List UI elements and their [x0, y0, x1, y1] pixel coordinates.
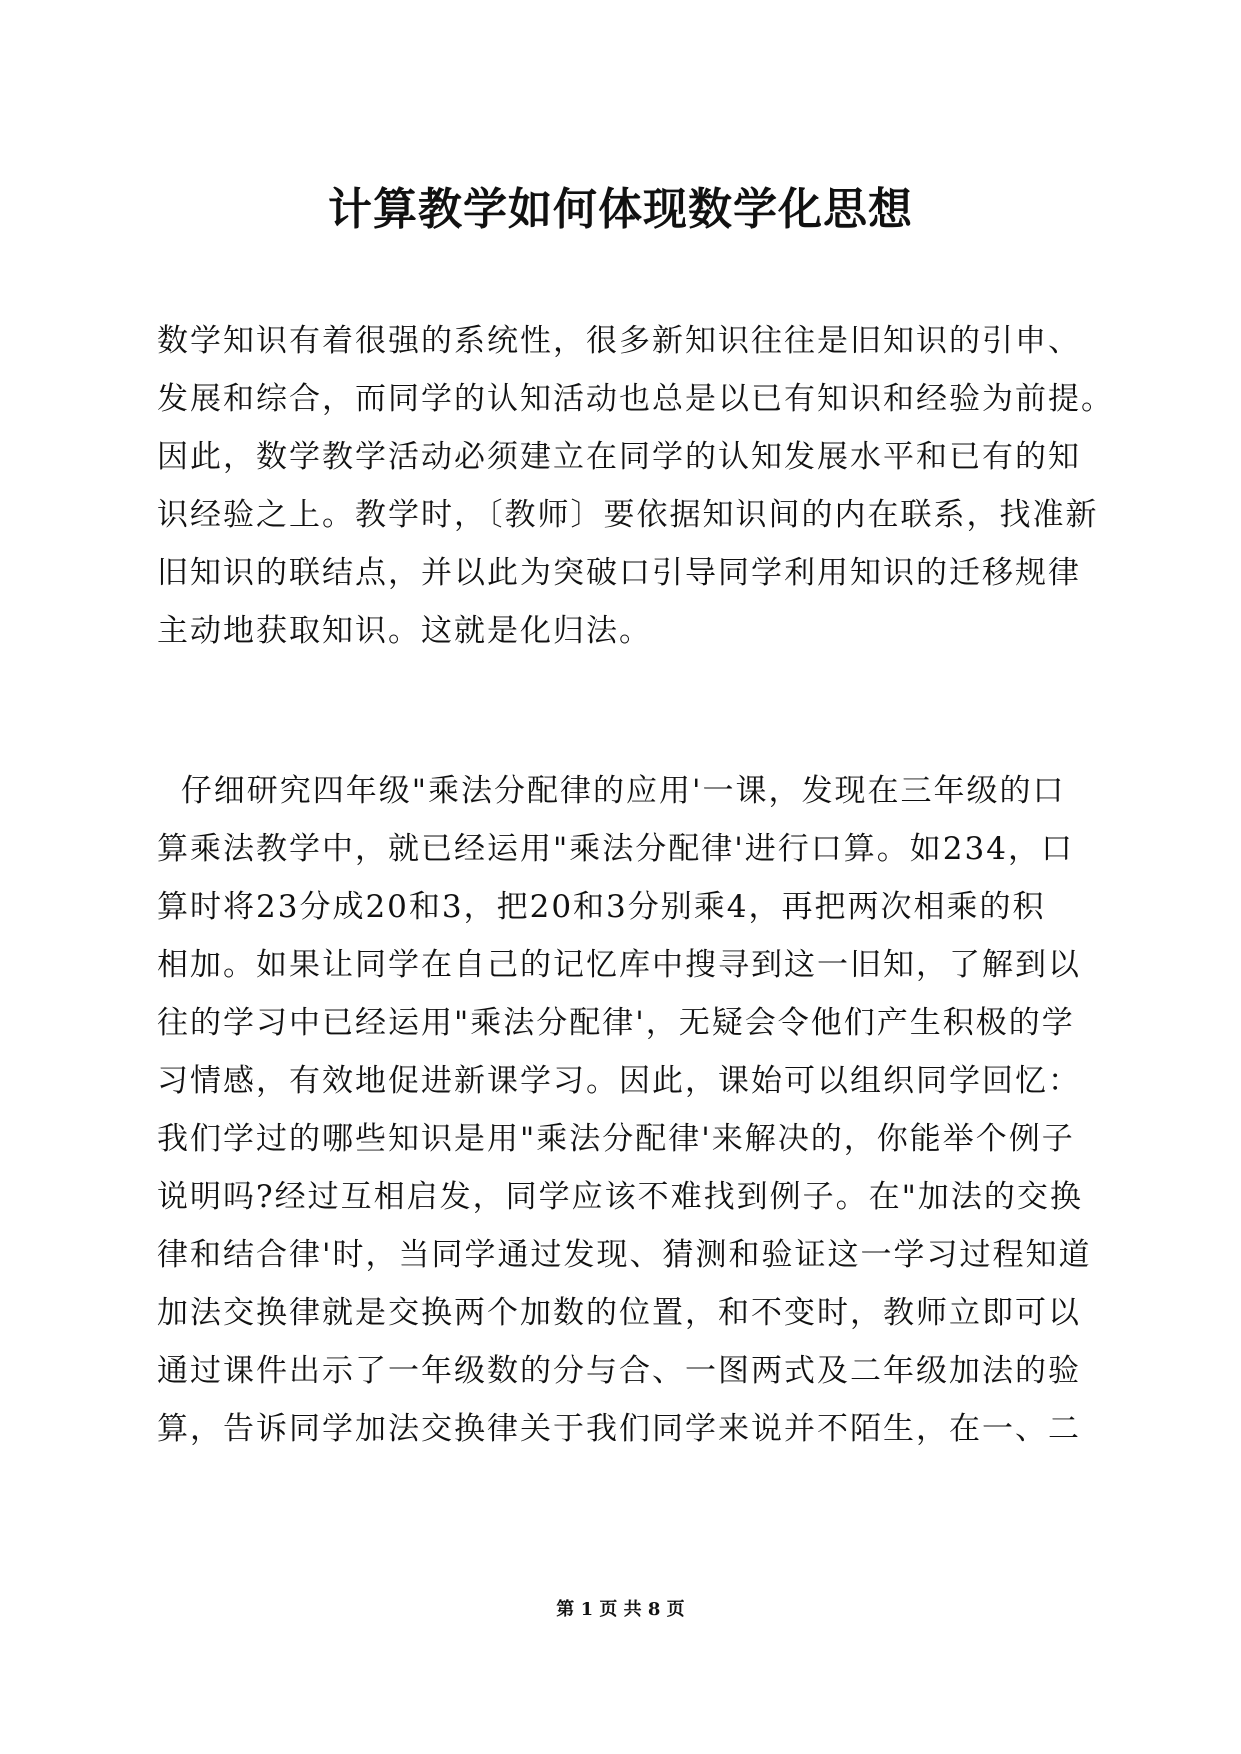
paragraph-1	[157, 312, 1114, 660]
page-footer: 第 1 页 共 8 页	[556, 1599, 685, 1620]
paragraph-line: 识经验之上。教学时，〔教师〕要依据知识间的内在联系，找准新	[157, 497, 1099, 533]
paragraph-line: 主动地获取知识。这就是化归法。	[157, 613, 652, 649]
paragraph-line: 往的学习中已经运用"乘法分配律'，无疑会令他们产生积极的学	[157, 1005, 1075, 1041]
paragraph-line: 说明吗?经过互相启发，同学应该不难找到例子。在"加法的交换	[157, 1179, 1083, 1215]
paragraph-line: 我们学过的哪些知识是用"乘法分配律'来解决的，你能举个例子	[157, 1121, 1075, 1157]
paragraph-line: 仔细研究四年级"乘法分配律的应用'一课，发现在三年级的口	[157, 773, 1066, 809]
paragraph-line: 旧知识的联结点，并以此为突破口引导同学利用知识的迁移规律	[157, 555, 1081, 591]
paragraph-line: 数学知识有着很强的系统性，很多新知识往往是旧知识的引申、	[157, 323, 1081, 359]
paragraph-line: 加法交换律就是交换两个加数的位置，和不变时，教师立即可以	[157, 1295, 1081, 1331]
paragraph-line: 算乘法教学中，就已经运用"乘法分配律'进行口算。如234，口	[157, 831, 1074, 867]
paragraph-line: 算时将23分成20和3，把20和3分别乘4，再把两次相乘的积	[157, 889, 1046, 925]
paragraph-2	[157, 762, 1097, 1458]
paragraph-line: 因此，数学教学活动必须建立在同学的认知发展水平和已有的知	[157, 439, 1081, 475]
paragraph-line: 通过课件出示了一年级数的分与合、一图两式及二年级加法的验	[157, 1353, 1081, 1389]
paragraph-line: 相加。如果让同学在自己的记忆库中搜寻到这一旧知，了解到以	[157, 947, 1081, 983]
document-title: 计算教学如何体现数学化思想	[328, 184, 913, 235]
paragraph-line: 律和结合律'时，当同学通过发现、猜测和验证这一学习过程知道	[157, 1237, 1092, 1273]
paragraph-line: 算，告诉同学加法交换律关于我们同学来说并不陌生，在一、二	[157, 1411, 1081, 1447]
paragraph-line: 习情感，有效地促进新课学习。因此，课始可以组织同学回忆：	[157, 1063, 1081, 1099]
paragraph-line: 发展和综合，而同学的认知活动也总是以已有知识和经验为前提。	[157, 381, 1114, 417]
